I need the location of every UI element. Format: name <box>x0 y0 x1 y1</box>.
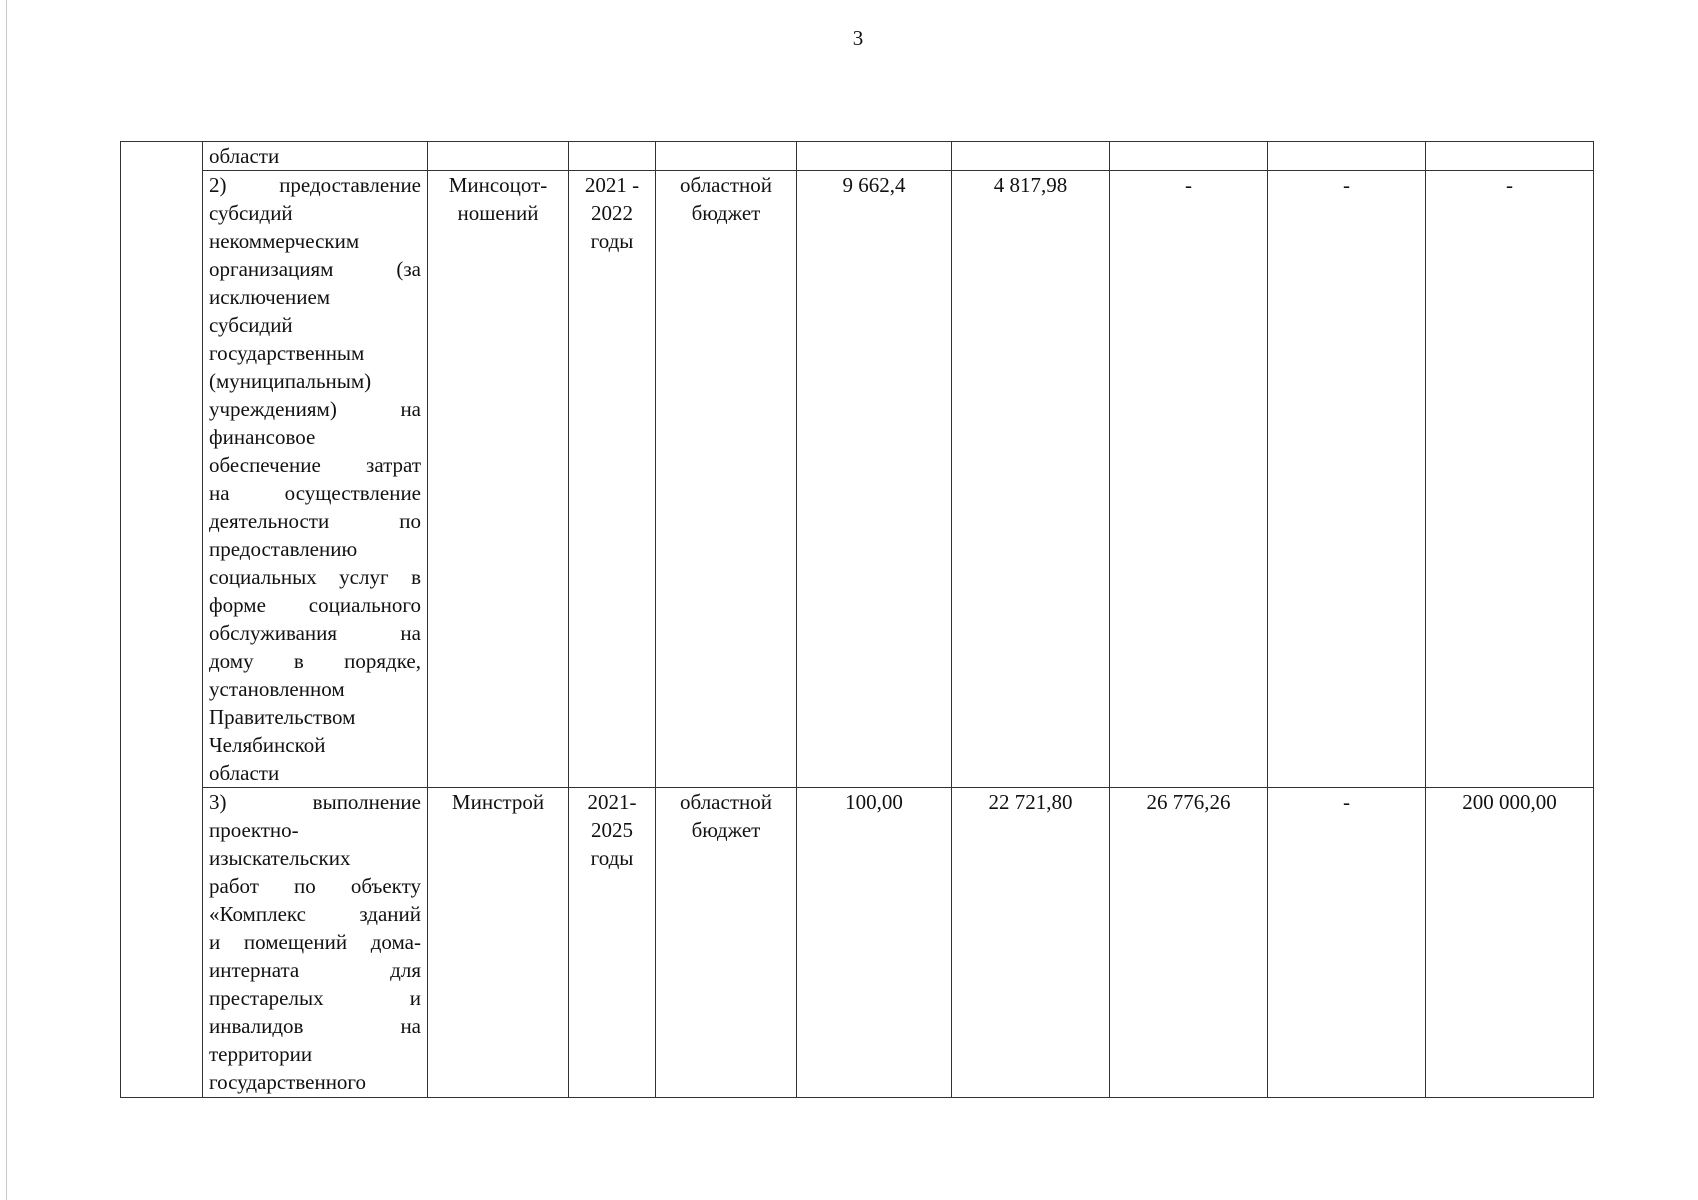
value-cell <box>1268 142 1426 171</box>
source-line: бюджет <box>691 818 761 842</box>
value-cell <box>1426 142 1594 171</box>
description-line: области <box>209 761 280 785</box>
value-cell <box>1110 142 1268 171</box>
description-line: государственным <box>209 341 365 365</box>
description-line: деятельности по <box>209 509 421 533</box>
executor-line: Минстрой <box>451 790 545 814</box>
description-line: дому в порядке, <box>209 649 421 673</box>
value-cell: 100,00 <box>797 788 952 1098</box>
description-line: субсидий <box>209 201 293 225</box>
description-line: субсидий <box>209 313 293 337</box>
description-line: финансовое <box>209 425 316 449</box>
value-cell: 26 776,26 <box>1110 788 1268 1098</box>
table-row <box>121 171 1594 788</box>
description-line: исключением <box>209 285 331 309</box>
value-cell: - <box>1268 171 1426 788</box>
page-number: 3 <box>852 26 864 50</box>
period-line: 2025 <box>591 818 633 842</box>
executor-line: ношений <box>457 201 539 225</box>
period-line: годы <box>590 229 634 253</box>
description-line: обеспечение затрат <box>209 453 421 477</box>
source-line: бюджет <box>691 201 761 225</box>
value-cell <box>952 142 1110 171</box>
program-table <box>120 141 1594 1098</box>
period-line: 2022 <box>591 201 633 225</box>
description-line: «Комплекс зданий <box>209 902 421 926</box>
description-line: государственного <box>209 1070 367 1094</box>
description-cell <box>203 142 428 171</box>
value-cell: - <box>1426 171 1594 788</box>
period-line: годы <box>590 846 634 870</box>
description-line: интерната для <box>209 958 421 982</box>
scan-edge-line <box>6 0 7 1200</box>
description-line: изыскательских <box>209 846 351 870</box>
description-line: на осуществление <box>209 481 421 505</box>
description-line: работ по объекту <box>209 874 421 898</box>
value-cell: 9 662,4 <box>797 171 952 788</box>
executor-cell <box>428 142 569 171</box>
description-line: предоставлению <box>209 537 358 561</box>
description-line: обслуживания на <box>209 621 421 645</box>
description-line: 2) предоставление <box>209 173 421 197</box>
source-line: областной <box>680 173 772 197</box>
description-line: 3) выполнение <box>209 790 421 814</box>
number-cell <box>121 142 203 1098</box>
period-line: 2021 - <box>584 173 640 197</box>
description-line: и помещений дома- <box>209 930 421 954</box>
description-line: установленном <box>209 677 345 701</box>
description-line: Челябинской <box>209 733 326 757</box>
description-line: территории <box>209 1042 313 1066</box>
description-line: инвалидов на <box>209 1014 421 1038</box>
description-line: некоммерческим <box>209 229 360 253</box>
source-cell <box>656 142 797 171</box>
value-cell: 200 000,00 <box>1426 788 1594 1098</box>
description-line: Правительством <box>209 705 356 729</box>
description-cell <box>203 788 428 1098</box>
source-line: областной <box>680 790 772 814</box>
description-line: учреждениям) на <box>209 397 421 421</box>
value-cell: - <box>1110 171 1268 788</box>
value-cell: - <box>1268 788 1426 1098</box>
executor-cell <box>428 788 569 1098</box>
source-cell <box>656 788 797 1098</box>
table-row <box>121 142 1594 171</box>
executor-line: Минсоцот- <box>448 173 548 197</box>
description-cell <box>203 171 428 788</box>
description-line: социальных услуг в <box>209 565 421 589</box>
description-line: (муниципальным) <box>209 369 372 393</box>
table-row <box>121 788 1594 1098</box>
value-cell: 22 721,80 <box>952 788 1110 1098</box>
period-line: 2021- <box>587 790 637 814</box>
period-cell <box>569 142 656 171</box>
description-line: престарелых и <box>209 986 421 1010</box>
description-line: области <box>209 144 280 168</box>
period-cell <box>569 788 656 1098</box>
description-line: организациям (за <box>209 257 421 281</box>
period-cell <box>569 171 656 788</box>
description-line: форме социального <box>209 593 421 617</box>
value-cell: 4 817,98 <box>952 171 1110 788</box>
executor-cell <box>428 171 569 788</box>
source-cell <box>656 171 797 788</box>
value-cell <box>797 142 952 171</box>
description-line: проектно- <box>209 818 299 842</box>
